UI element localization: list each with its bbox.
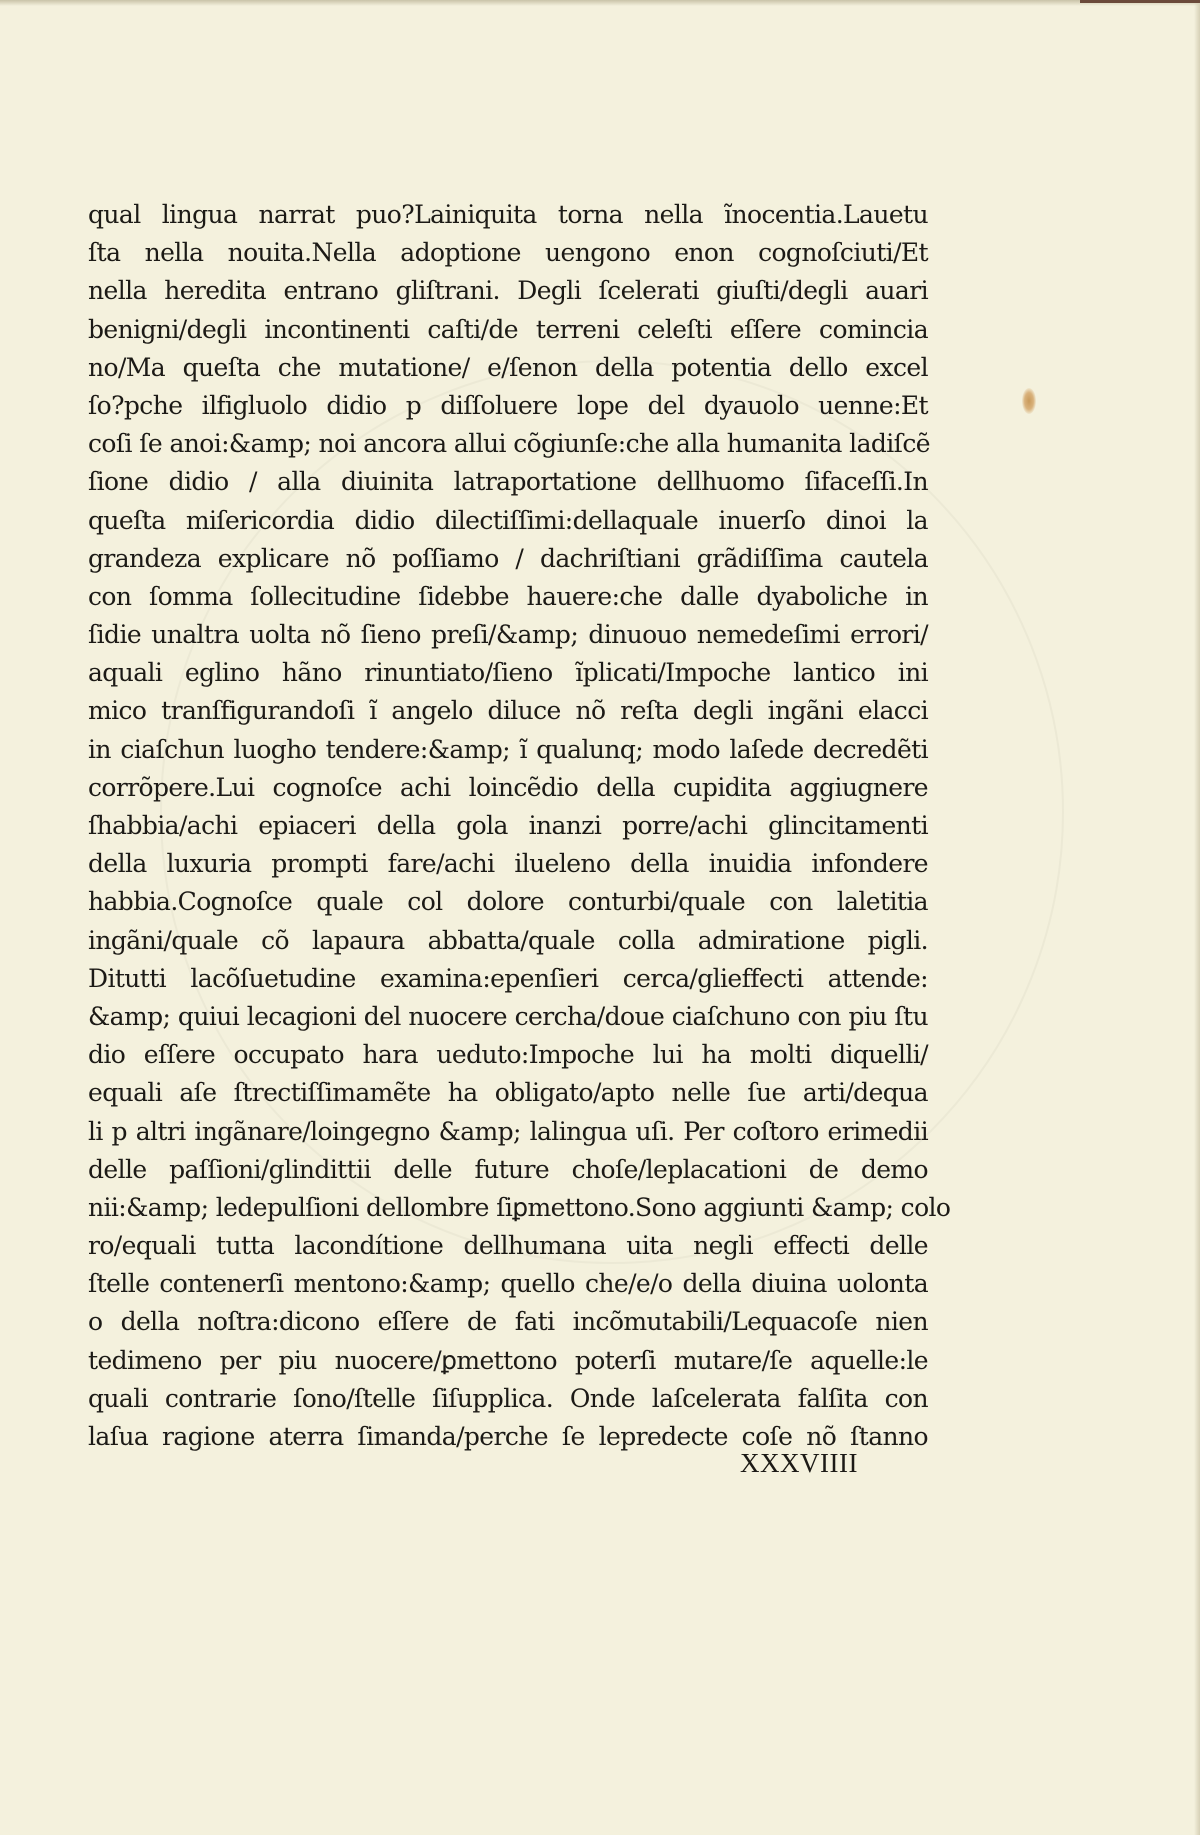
folio-number: XXXVIIII xyxy=(740,1448,858,1478)
text-line: li p altri ingãnare/loingegno &amp; lalingua uſi. Per coſtoro erimedii xyxy=(88,1116,928,1146)
page-right-edge xyxy=(1194,0,1200,1835)
text-line: ſione didio / alla diuinita latraportatione dellhuomo ſifaceſſi.In xyxy=(88,467,928,497)
text-line: corrõpere.Lui cognoſce achi loincẽdio della cupidita aggiugnere xyxy=(88,772,928,802)
text-line: ſidie unaltra uolta nõ ſieno preſi/&amp; dinuouo nemedeſimi errori/ xyxy=(88,620,928,650)
text-line: ſtelle contenerſi mentono:&amp; quello che/e/o della diuina uolonta xyxy=(88,1269,928,1299)
text-line: qual lingua narrat puo?Lainiquita torna nella ĩnocentia.Lauetu xyxy=(88,200,928,229)
text-line: dio eſſere occupato hara ueduto:Impoche lui ha molti diquelli/ xyxy=(88,1040,928,1070)
text-line: ingãni/quale cõ lapaura abbatta/quale colla admiratione pigli. xyxy=(88,925,928,955)
text-line: ro/equali tutta lacondítione dellhumana uita negli effecti delle xyxy=(88,1231,928,1261)
text-line: benigni/degli incontinenti caſti/de terreni celeſti eſſere comincia xyxy=(88,314,928,344)
text-line: grandeza explicare nõ poſſiamo / dachriſtiani grãdiſſima cautela xyxy=(88,543,928,573)
text-line: quali contrarie ſono/ſtelle ſiſupplica. Onde laſcelerata falſita con xyxy=(88,1383,928,1413)
text-line: ſo?pche ilfigluolo didio p diſſoluere lope del dyauolo uenne:Et xyxy=(88,390,928,420)
text-line: aquali eglino hãno rinuntiato/ſieno ĩplicati/Impoche lantico ini xyxy=(88,658,928,688)
text-line: delle paſſioni/glindittii delle future choſe/leplacationi de demo xyxy=(88,1154,928,1184)
text-line: laſua ragione aterra ſimanda/perche ſe lepredecte coſe nõ ſtanno xyxy=(88,1422,928,1451)
text-line: della luxuria prompti fare/achi ilueleno della inuidia infondere xyxy=(88,849,928,879)
text-line: ſta nella nouita.Nella adoptione uengono enon cognoſciuti/Et xyxy=(88,238,928,268)
body-text xyxy=(88,196,951,1456)
text-line: nella heredita entrano gliſtrani. Degli ſcelerati giuſti/degli auari xyxy=(88,276,928,306)
page-top-edge xyxy=(0,0,1200,6)
text-line: queſta miſericordia didio dilectiſſimi:dellaquale inuerſo dinoi la xyxy=(88,505,928,535)
text-line: no/Ma queſta che mutatione/ e/ſenon della potentia dello excel xyxy=(88,352,928,382)
text-line: habbia.Cognoſce quale col dolore conturbi/quale con laletitia xyxy=(88,887,928,917)
text-line: equali aſe ſtrectiſſimamẽte ha obligato/apto nelle ſue arti/dequa xyxy=(88,1078,928,1108)
text-line: o della noſtra:dicono eſſere de fati incõmutabili/Lequacoſe nien xyxy=(88,1307,928,1337)
text-line: mico tranſfigurandoſi ĩ angelo diluce nõ reſta degli ingãni elacci xyxy=(88,696,928,726)
corner-binding-mark xyxy=(1080,0,1200,3)
text-line: ſhabbia/achi epiaceri della gola inanzi porre/achi glincitamenti xyxy=(88,811,928,840)
text-line: con ſomma ſollecitudine ſidebbe hauere:che dalle dyaboliche in xyxy=(88,581,928,611)
text-line: Ditutti lacõſuetudine examina:epenſieri cerca/glieffecti attende: xyxy=(88,963,928,993)
text-line: coſi ſe anoi:&amp; noi ancora allui cõgiunſe:che alla humanita ladiſcẽ xyxy=(88,429,930,459)
text-line: in ciaſchun luogho tendere:&amp; ĩ qualunq; modo laſede decredẽti xyxy=(88,734,928,764)
text-line: nii:&amp; ledepulſioni dellombre ſiꝑmettono.Sono aggiunti &amp; colo xyxy=(88,1192,951,1222)
ink-stain xyxy=(1022,388,1036,414)
text-line: tedimeno per piu nuocere/ꝑmettono poterſi mutare/ſe aquelle:le xyxy=(88,1345,928,1375)
text-line: &amp; quiui lecagioni del nuocere cercha/doue ciaſchuno con piu ſtu xyxy=(88,1001,928,1031)
